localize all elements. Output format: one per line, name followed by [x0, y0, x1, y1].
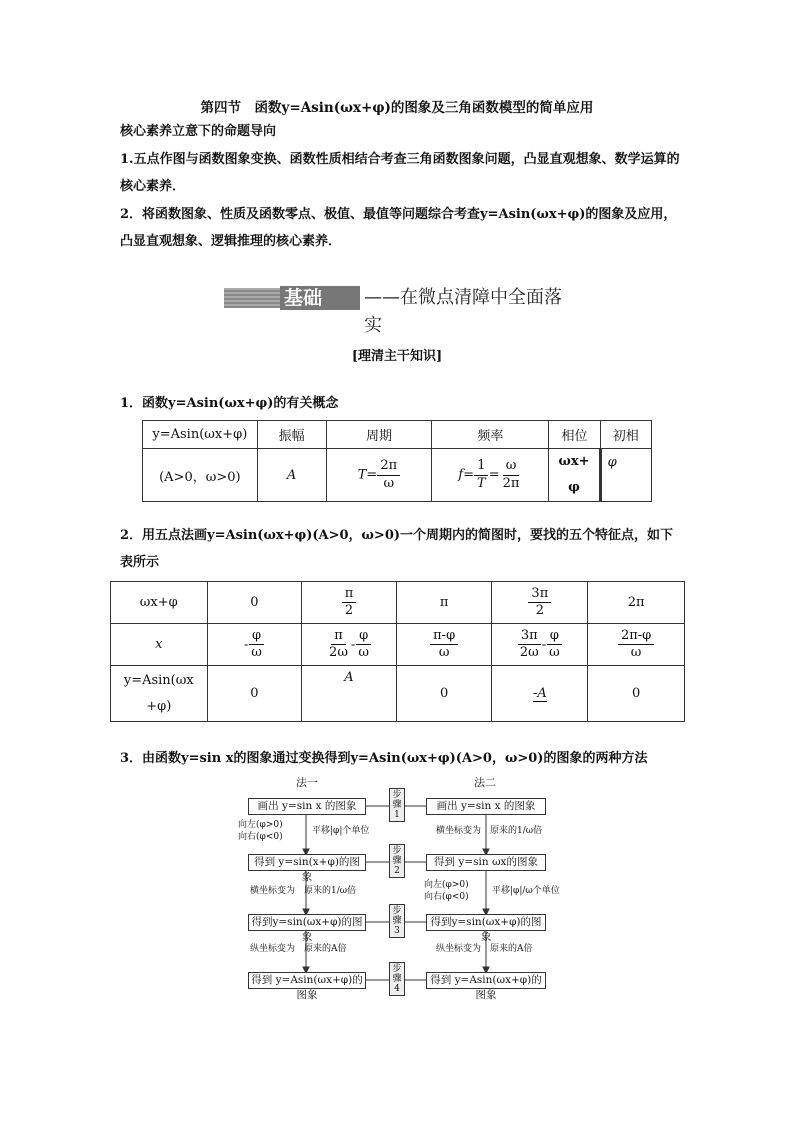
arrow-label: 平移|φ|个单位 [312, 826, 370, 836]
subheading: [理清主干知识] [351, 349, 443, 364]
header-cell: 频率 [432, 421, 549, 449]
flow-box: 得到y=sin(ωx+φ)的图象 [426, 914, 546, 931]
table-row-label: x [111, 624, 208, 666]
table-cell: A [302, 666, 397, 722]
arrow-label: 向左(φ>0) [424, 880, 469, 890]
flow-box: 画出 y=sin x 的图象 [248, 798, 366, 815]
table-cell: $\frac{\pi-\varphi}{\omega}$ [396, 624, 492, 666]
table-row-label: ωx+φ [111, 582, 208, 624]
arrow-label: 平移|φ|/ω个单位 [492, 886, 560, 896]
section-2-heading: 2．用五点法画y=Asin(ωx+φ)(A>0，ω>0)一个周期内的简图时，要找的五个特征点，如下表所示 [120, 528, 674, 570]
table-cell: 0 [588, 666, 685, 722]
arrow-label: 纵坐标变为 原来的A倍 [250, 944, 347, 954]
table-cell: 0 [207, 666, 302, 722]
section-1-heading: 1．函数y=Asin(ωx+φ)的有关概念 [120, 396, 339, 411]
method-1-label: 法一 [296, 776, 318, 789]
arrow-label: 向右(φ<0) [424, 892, 469, 902]
table-cell: - $\frac{\varphi}{\omega}$ [207, 624, 302, 666]
phase-cell: ωx+ φ [549, 449, 600, 502]
table-cell: 0 [207, 582, 302, 624]
section-3-heading: 3．由函数y=sin x的图象通过变换得到y=Asin(ωx+φ)(A>0，ω>0)的图象的两种方法 [120, 751, 648, 766]
flow-box: 得到 y=sin(x+φ)的图象 [248, 854, 366, 871]
initial-phase-cell: φ [600, 449, 651, 502]
condition-cell: (A>0，ω>0) [143, 449, 258, 502]
frequency-cell: f= $\frac{1}{T}$ = $\frac{\omega}{2\pi}$ [432, 449, 549, 502]
arrow-label: 横坐标变为 原来的1/ω倍 [436, 826, 543, 836]
banner-subtitle: ——在微点清障中全面落实 [364, 287, 562, 336]
flow-box: 画出 y=sin x 的图象 [426, 798, 546, 815]
arrow-label: 向右(φ<0) [238, 832, 283, 842]
arrow-label: 向左(φ>0) [238, 820, 283, 830]
table-cell: $\frac{\pi}{2}$ [302, 582, 397, 624]
arrow-label: 纵坐标变为 原来的A倍 [436, 944, 533, 954]
point-2: 2．将函数图象、性质及函数零点、极值、最值等问题综合考查y=Asin(ωx+φ)的图象及应用，凸显直观想象、逻辑推理的核心素养． [120, 207, 677, 249]
flow-box: 得到 y=Asin(ωx+φ)的图象 [426, 972, 546, 989]
flow-box: 得到y=sin(ωx+φ)的图象 [248, 914, 366, 931]
table-cell: 0 [396, 666, 492, 722]
header-cell: 初相 [600, 421, 651, 449]
point-1: 1.五点作图与函数图象变换、函数性质相结合考查三角函数图象问题，凸显直观想象、数学运算的核心素养． [120, 152, 680, 194]
step-badge: 步骤4 [389, 962, 405, 996]
flow-box: 得到 y=sin ωx的图象 [426, 854, 546, 871]
header-cell: 相位 [549, 421, 600, 449]
arrow-label: 横坐标变为 原来的1/ω倍 [250, 886, 357, 896]
banner-label: 基础 [280, 286, 360, 310]
amplitude-cell: A [257, 449, 326, 502]
table-row-label: y=Asin(ωx +φ) [111, 666, 208, 722]
table-cell: $\frac{2\pi-\varphi}{\omega}$ [588, 624, 685, 666]
header-cell: 振幅 [257, 421, 326, 449]
table-cell: $\frac{3\pi}{2\omega}$ - $\frac{\varphi}{\omega}$ [492, 624, 588, 666]
flow-box: 得到 y=Asin(ωx+φ)的图象 [248, 972, 366, 989]
period-cell: T= $\frac{2\pi}{\omega}$ [326, 449, 432, 502]
table-cell: $\frac{\pi}{2\omega}$ - $\frac{\varphi}{\omega}$ [302, 624, 397, 666]
method-2-label: 法二 [474, 776, 496, 789]
table-cell: π [396, 582, 492, 624]
step-badge: 步骤1 [389, 788, 405, 822]
table-cell: $\frac{3\pi}{2}$ [492, 582, 588, 624]
header-cell: 周期 [326, 421, 432, 449]
table-cell: -A [492, 666, 588, 722]
table-cell: 2π [588, 582, 685, 624]
core-heading: 核心素养立意下的命题导向 [120, 124, 277, 139]
step-badge: 步骤3 [389, 904, 405, 938]
step-badge: 步骤2 [389, 844, 405, 878]
header-cell: y=Asin(ωx+φ) [143, 421, 258, 449]
page-title: 第四节 函数y=Asin(ωx+φ)的图象及三角函数模型的简单应用 [200, 100, 594, 116]
